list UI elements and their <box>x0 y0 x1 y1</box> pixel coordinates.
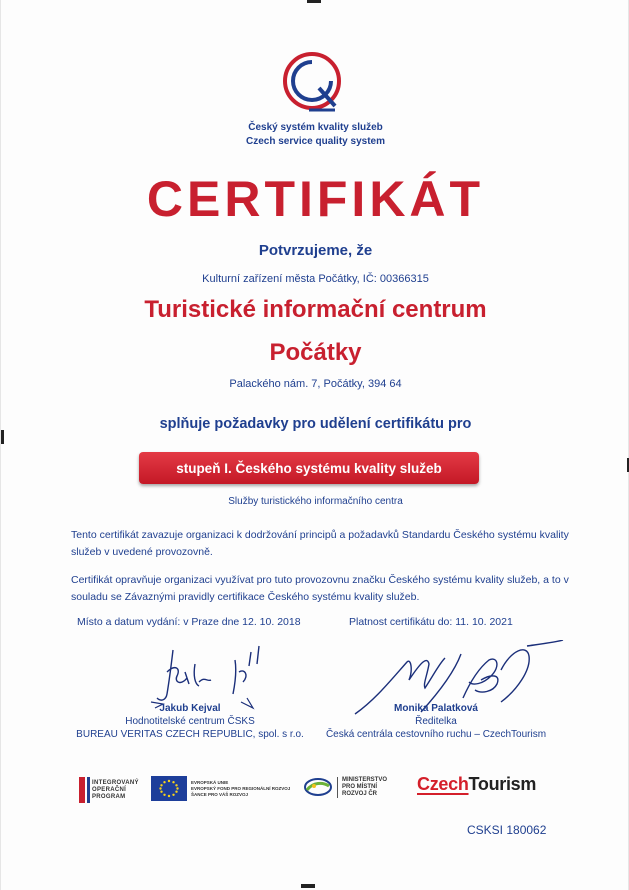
czechtourism-logo-part-b: Tourism <box>468 774 537 794</box>
frame-clip-bottom <box>301 884 315 888</box>
czechtourism-logo-part-a: Czech <box>417 774 469 794</box>
frame-clip-left <box>1 430 4 444</box>
eu-stars-icon <box>151 776 187 801</box>
meets-requirements-text: splňuje požadavky pro udělení certifikátu pro <box>159 416 472 432</box>
signatory-left <box>65 702 315 741</box>
iop-line: OPERAČNÍ <box>92 786 127 793</box>
issue-date: Místo a datum vydání: v Praze dne 12. 10. 2018 <box>77 616 301 628</box>
mmr-logo <box>303 776 387 798</box>
eu-line: EVROPSKÁ UNIE <box>191 779 229 785</box>
certification-level-banner <box>139 452 479 484</box>
validity-date: Platnost certifikátu do: 11. 10. 2021 <box>349 616 513 628</box>
iop-line: PROGRAM <box>92 793 126 800</box>
certificate-number: CSKSI 180062 <box>467 823 547 837</box>
org-name-cz: Český systém kvality služeb <box>248 122 383 133</box>
sponsor-logos <box>1 770 629 810</box>
recipient-name-line2: Počátky <box>269 339 362 366</box>
signatory-left-role: Hodnotitelské centrum ČSKS <box>125 716 255 727</box>
authorization-paragraph: Certifikát opravňuje organizaci využívat pro tuto provozovnu značku Českého systému kvality služeb, a to v souladu se Závaznými pravidly certifikace Českého systému kvality služeb. <box>71 574 569 603</box>
owner-text: Kulturní zařízení města Počátky, IČ: 00366315 <box>202 273 429 285</box>
iop-bar-red-icon <box>79 777 85 803</box>
eu-line: ŠANCE PRO VÁŠ ROZVOJ <box>191 791 249 797</box>
certification-level-text: stupeň I. Českého systému kvality služeb <box>176 460 442 476</box>
signatory-right <box>301 702 571 741</box>
signatory-left-org: BUREAU VERITAS CZECH REPUBLIC, spol. s r.o. <box>76 729 304 740</box>
recipient-address: Palackého nám. 7, Počátky, 394 64 <box>229 378 402 390</box>
recipient-name-line1: Turistické informační centrum <box>144 296 487 323</box>
eu-line: EVROPSKÝ FOND PRO REGIONÁLNÍ ROZVOJ <box>191 785 291 791</box>
signatory-right-name: Monika Palatková <box>394 703 478 714</box>
iop-line: INTEGROVANÝ <box>92 779 139 786</box>
csks-q-logo-icon <box>279 48 345 118</box>
signatory-right-role: Ředitelka <box>415 716 457 727</box>
iop-logo <box>79 776 139 804</box>
iop-bar-blue-icon <box>87 777 90 803</box>
frame-clip-top <box>307 0 321 3</box>
signatory-left-name: Jakub Kejval <box>159 703 221 714</box>
mmr-line: MINISTERSTVO <box>342 776 388 783</box>
mmr-line: PRO MÍSTNÍ <box>342 783 378 790</box>
confirm-text: Potvrzujeme, že <box>258 242 373 259</box>
mmr-line: ROZVOJ ČR <box>342 790 378 797</box>
service-type: Služby turistického informačního centra <box>228 496 403 507</box>
obligation-paragraph: Tento certifikát zavazuje organizaci k dodržování principů a požadavků Standardu Českého systému kvality služeb v uvedené provozovně. <box>71 529 569 558</box>
org-name-en: Czech service quality system <box>246 136 385 147</box>
eu-flag-icon <box>151 776 187 801</box>
certificate-title: CERTIFIKÁT <box>146 171 485 227</box>
eu-logo <box>151 776 290 801</box>
czechtourism-logo <box>417 774 536 795</box>
mmr-emblem-icon <box>303 776 333 798</box>
signatory-right-org: Česká centrála cestovního ruchu – CzechTourism <box>325 729 547 740</box>
